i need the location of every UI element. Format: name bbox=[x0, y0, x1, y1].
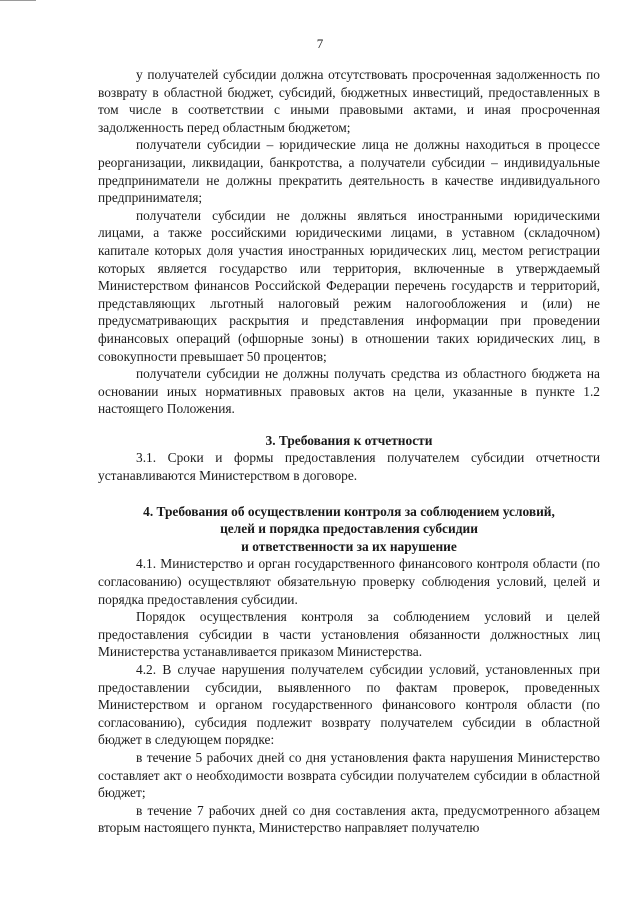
section-4-heading-line-2: целей и порядка предоставления субсидии bbox=[220, 521, 478, 537]
section-3-paragraph: 3.1. Сроки и формы предоставления получателем субсидии отчетности устанавливаются Министерством в договоре. bbox=[98, 450, 600, 484]
section-4-heading-line-1: 4. Требования об осуществлении контроля за соблюдением условий, bbox=[143, 503, 555, 519]
paragraph-act-5-days: в течение 5 рабочих дней со дня установления факта нарушения Министерство составляет акт о необходимости возврата субсидии получателем субсидии в областной бюджет; bbox=[98, 749, 600, 801]
paragraph-4-1: 4.1. Министерство и орган государственного финансового контроля области (по согласованию) осуществляют обязательную проверку соблюдения условий, целей и порядка предоставления субсидии. bbox=[98, 556, 600, 607]
section-3-heading: 3. Требования к отчетности bbox=[265, 432, 433, 448]
scan-edge-mark bbox=[0, 0, 36, 1]
paragraph-no-overdue-debt: у получателей субсидии должна отсутствовать просроченная задолженность по возврату в областной бюджет, субсидий, бюджетных инвестиций, предоставленных в том числе в соответствии с иными правовыми актами, и иная просроченная задолженность перед областным бюджетом; bbox=[98, 67, 600, 135]
paragraph-no-foreign-entities: получатели субсидии не должны являться иностранными юридическими лицами, а также российскими юридическими лицами, в уставном (складочном) капитале которых доля участия иностранных юридических лиц, местом регистрации которых является государство или территория, включенные в утверждаемый Министерством финансов Российской Федерации перечень государств и территорий, представляющих льготный налоговый режим налогообложения и (или) не предусматривающих раскрытия и представления информации при проведении финансовых операций (офшорные зоны) в отношении таких юридических лиц, в совокупности превышает 50 процентов; bbox=[98, 207, 600, 364]
section-4-heading-line-3: и ответственности за их нарушение bbox=[241, 538, 457, 554]
paragraph-4-2: 4.2. В случае нарушения получателем субсидии условий, установленных при предоставлении субсидии, выявленного по фактам проверок, проведенных Министерством и органом государственного финансового контроля области (по согласованию), субсидия подлежит возврату получателем субсидии в областной бюджет в следующем порядке: bbox=[98, 662, 600, 748]
paragraph-notice-7-days: в течение 7 рабочих дней со дня составления акта, предусмотренного абзацем вторым настоящего пункта, Министерство направляет получателю bbox=[98, 802, 600, 836]
paragraph-no-reorganization: получатели субсидии – юридические лица не должны находиться в процессе реорганизации, ликвидации, банкротства, а получатели субсидии – индивидуальные предприниматели не должны прекратить деятельность в качестве индивидуального предпринимателя; bbox=[98, 137, 600, 206]
paragraph-no-other-funds: получатели субсидии не должны получать средства из областного бюджета на основании иных нормативных правовых актов на цели, указанные в пункте 1.2 настоящего Положения. bbox=[98, 366, 600, 417]
page-number: 7 bbox=[316, 36, 324, 51]
document-body bbox=[98, 66, 600, 837]
paragraph-control-procedure: Порядок осуществления контроля за соблюдением условий и целей предоставления субсидии в части установления обязанности должностных лиц Министерства устанавливается приказом Министерства. bbox=[98, 609, 600, 660]
